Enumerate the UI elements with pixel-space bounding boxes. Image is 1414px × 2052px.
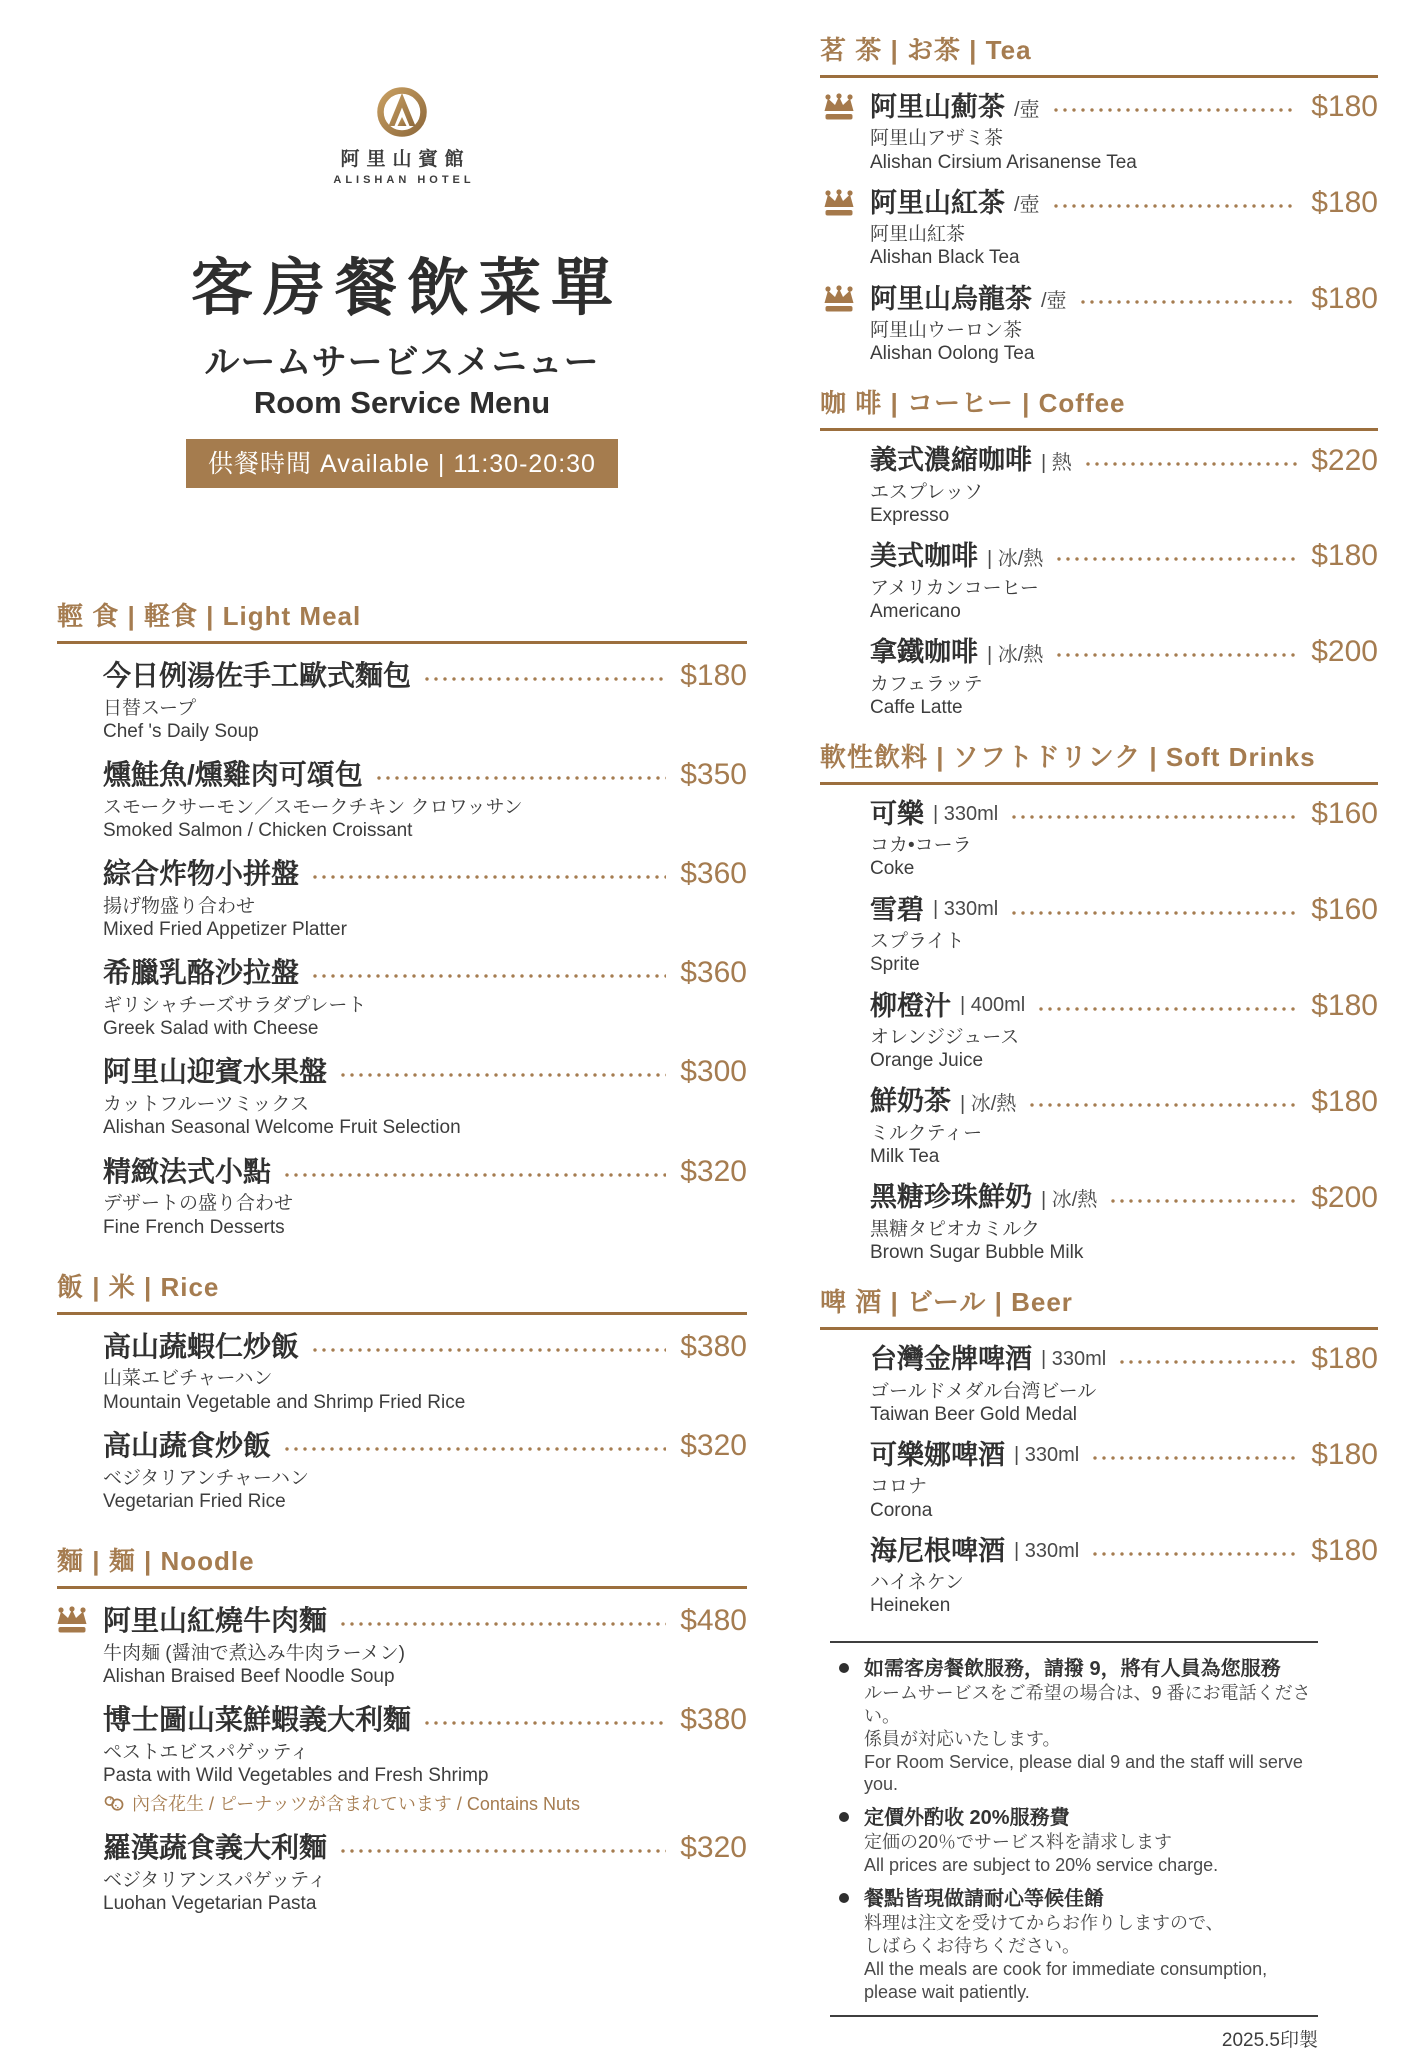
- item-name-jp: カフェラッテ: [870, 673, 983, 695]
- item-spec: | 330ml: [1014, 1443, 1080, 1466]
- item-spec: | 冰/熱: [987, 547, 1044, 570]
- item-row: [103, 1702, 747, 1738]
- menu-section: [820, 34, 1378, 365]
- hotel-brand: [57, 0, 747, 186]
- item-name-jp: 阿里山アザミ茶: [870, 128, 1004, 150]
- item-row: [103, 955, 747, 991]
- item-price: $320: [680, 1428, 747, 1462]
- dotted-leader: [313, 875, 666, 879]
- section-header: 軟性飲料 | ソフトドリンク | Soft Drinks: [820, 741, 1378, 785]
- dotted-leader: [1120, 1360, 1297, 1364]
- note-line: 係員が対応いたします。: [864, 1728, 1061, 1749]
- peanut-icon: [103, 1793, 125, 1813]
- drink-sections: [820, 34, 1378, 1618]
- item-name-jp: 阿里山ウーロン茶: [870, 320, 1023, 342]
- item-name-jp: 日替スープ: [103, 697, 197, 719]
- service-notes-area: [830, 1641, 1318, 2052]
- item-name: 鮮奶茶: [870, 1086, 951, 1117]
- item-name-en: Alishan Braised Beef Noodle Soup: [103, 1665, 395, 1687]
- item-name: 柳橙汁: [870, 990, 951, 1021]
- item-row: [870, 443, 1378, 478]
- item-name-jp: ゴールドメダル台湾ビール: [870, 1380, 1097, 1402]
- menu-item: [870, 1534, 1378, 1618]
- item-price: $160: [1311, 892, 1378, 926]
- item-name-en: Alishan Oolong Tea: [870, 343, 1035, 365]
- item-row: [870, 90, 1378, 125]
- item-name: 博士圖山菜鮮蝦義大利麵: [103, 1703, 412, 1735]
- item-row: [870, 539, 1378, 574]
- item-name: 希臘乳酪沙拉盤: [103, 957, 300, 989]
- item-name-jp: 山菜エビチャーハン: [103, 1368, 273, 1390]
- page-title-en: Room Service Menu: [253, 385, 551, 420]
- item-name-en: Vegetarian Fried Rice: [103, 1490, 286, 1512]
- item-price: $360: [680, 857, 747, 891]
- item-name: 拿鐵咖啡: [870, 637, 978, 668]
- menu-item: [103, 1702, 747, 1816]
- item-row: [103, 1830, 747, 1866]
- menu-item: [103, 757, 747, 842]
- menu-item: [870, 1438, 1378, 1522]
- dotted-leader: [1111, 1199, 1297, 1203]
- menu-item: [870, 1180, 1378, 1264]
- menu-section: [57, 600, 747, 1239]
- menu-item: [103, 1830, 747, 1915]
- item-price: $180: [1311, 988, 1378, 1022]
- item-name-en: Mountain Vegetable and Shrimp Fried Rice: [103, 1391, 466, 1413]
- item-spec: | 冰/熱: [1041, 1189, 1098, 1212]
- dotted-leader: [285, 1173, 666, 1177]
- menu-item: [103, 1054, 747, 1139]
- item-name-jp: コカ•コーラ: [870, 835, 972, 857]
- item-spec: /壺: [1014, 194, 1040, 217]
- menu-item: [870, 1342, 1378, 1426]
- item-row: [103, 757, 747, 793]
- dotted-leader: [1057, 557, 1297, 561]
- section-header: 茗 茶 | お茶 | Tea: [820, 34, 1378, 78]
- item-name: 雪碧: [870, 894, 924, 925]
- item-name: 海尼根啤酒: [870, 1535, 1005, 1566]
- dotted-leader: [1093, 1456, 1297, 1460]
- bullet-icon: [839, 1812, 849, 1822]
- menu-item: [103, 1154, 747, 1239]
- note-line: しばらくお待ちください。: [864, 1935, 1080, 1956]
- dotted-leader: [1093, 1552, 1297, 1556]
- dotted-leader: [341, 1849, 666, 1853]
- item-row: [103, 1329, 747, 1365]
- dotted-leader: [1030, 1103, 1297, 1107]
- item-name: 義式濃縮咖啡: [870, 445, 1032, 476]
- item-row: [103, 1603, 747, 1639]
- item-name: 美式咖啡: [870, 541, 978, 572]
- item-name-en: Fine French Desserts: [103, 1216, 285, 1238]
- alishan-hotel-logo-icon: [375, 84, 429, 138]
- item-price: $180: [1311, 1438, 1378, 1472]
- item-price: $180: [1311, 539, 1378, 573]
- dotted-leader: [377, 776, 666, 780]
- note-line: All the meals are cook for immediate consumption,: [864, 1958, 1268, 1979]
- item-name-jp: オレンジジュース: [870, 1027, 1020, 1049]
- item-name-jp: 阿里山紅茶: [870, 224, 966, 246]
- menu-item: [870, 90, 1378, 174]
- item-name-jp: 揚げ物盛り合わせ: [103, 895, 256, 917]
- crown-icon: [821, 93, 857, 122]
- item-row: [103, 1428, 747, 1464]
- item-spec: | 冰/熱: [987, 643, 1044, 666]
- print-date: 2025.5印製: [1221, 2030, 1318, 2052]
- item-spec: | 330ml: [1014, 1539, 1080, 1562]
- menu-section: [820, 387, 1378, 718]
- dotted-leader: [341, 1073, 666, 1077]
- item-name: 精緻法式小點: [103, 1155, 272, 1187]
- item-name: 阿里山紅茶: [870, 187, 1005, 218]
- menu-item: [870, 539, 1378, 623]
- item-name: 羅漢蔬食義大利麵: [103, 1832, 328, 1864]
- menu-item: [870, 989, 1378, 1073]
- item-spec: | 400ml: [960, 994, 1026, 1017]
- item-name-jp: スモークサーモン／スモークチキン クロワッサン: [103, 796, 523, 818]
- item-price: $160: [1311, 797, 1378, 830]
- note-line: 料理は注文を受けてからお作りしますので、: [864, 1913, 1224, 1934]
- dotted-leader: [1012, 911, 1297, 915]
- menu-item: [103, 1329, 747, 1414]
- menu-item: [870, 443, 1378, 527]
- menu-item: [870, 186, 1378, 270]
- food-sections: [57, 600, 747, 1915]
- brand-name-cn: 阿里山賓館: [340, 149, 471, 170]
- item-name-en: Alishan Seasonal Welcome Fruit Selection: [103, 1117, 461, 1139]
- note-line: For Room Service, please dial 9 and the staff will serve you.: [864, 1751, 1303, 1795]
- item-price: $180: [1311, 90, 1378, 124]
- item-name-en: Chef 's Daily Soup: [103, 720, 259, 742]
- item-row: [870, 635, 1378, 670]
- item-spec: | 熱: [1041, 452, 1072, 475]
- page-title-cn: 客房餐飲菜單: [190, 254, 623, 323]
- item-row: [103, 658, 747, 694]
- note-line: All prices are subject to 20% service charge.: [864, 1855, 1219, 1876]
- item-spec: | 330ml: [933, 802, 999, 825]
- item-price: $180: [1311, 1084, 1378, 1118]
- item-spec: | 330ml: [933, 898, 999, 921]
- menu-item: [103, 955, 747, 1040]
- item-spec: | 330ml: [1041, 1347, 1107, 1370]
- note-item: [830, 1656, 1318, 1796]
- bullet-icon: [839, 1893, 849, 1903]
- dotted-leader: [313, 1348, 666, 1352]
- available-hours-banner: 供餐時間 Available | 11:30-20:30: [186, 439, 618, 488]
- note-line: 定価の20％でサービス料を請求します: [864, 1832, 1173, 1853]
- dotted-leader: [341, 1622, 666, 1626]
- menu-section: [820, 1286, 1378, 1617]
- item-name: 可樂: [870, 798, 924, 829]
- item-name: 可樂娜啤酒: [870, 1439, 1005, 1470]
- menu-item: [870, 635, 1378, 719]
- note-line: please wait patiently.: [864, 1981, 1030, 2002]
- menu-section: [57, 1545, 747, 1915]
- item-name-en: Smoked Salmon / Chicken Croissant: [103, 819, 413, 841]
- item-name-en: Mixed Fried Appetizer Platter: [103, 919, 347, 941]
- item-name: 綜合炸物小拼盤: [103, 858, 300, 890]
- menu-item: [870, 893, 1378, 977]
- menu-item: [103, 658, 747, 743]
- item-row: [870, 186, 1378, 221]
- item-row: [870, 893, 1378, 928]
- crown-icon: [54, 1606, 90, 1635]
- menu-item: [103, 1428, 747, 1513]
- item-row: [103, 1054, 747, 1090]
- item-name: 燻鮭魚/燻雞肉可頌包: [103, 758, 363, 790]
- item-row: [103, 856, 747, 892]
- note-item: [830, 1886, 1318, 2003]
- menu-item: [103, 856, 747, 941]
- item-name-jp: 牛肉麺 (醤油で煮込み牛肉ラーメン): [103, 1642, 405, 1664]
- item-name-en: Brown Sugar Bubble Milk: [870, 1242, 1084, 1264]
- dotted-leader: [285, 1447, 666, 1451]
- menu-item: [870, 797, 1378, 881]
- item-price: $180: [1311, 1534, 1378, 1568]
- bullet-icon: [839, 1663, 849, 1673]
- available-hours-banner-wrap: [57, 439, 747, 488]
- item-name-en: Heineken: [870, 1595, 951, 1617]
- item-name-jp: ペストエビスパゲッティ: [103, 1741, 309, 1763]
- item-price: $180: [680, 658, 747, 692]
- item-name-en: Taiwan Beer Gold Medal: [870, 1403, 1077, 1425]
- item-name-en: Corona: [870, 1499, 933, 1521]
- item-name-en: Milk Tea: [870, 1146, 940, 1168]
- item-name-jp: ベジタリアンチャーハン: [103, 1467, 309, 1489]
- dotted-leader: [1054, 204, 1298, 208]
- page-title-jp: ルームサービスメニュー: [204, 343, 600, 382]
- dotted-leader: [1057, 653, 1297, 657]
- dotted-leader: [1054, 108, 1298, 112]
- item-price: $360: [680, 956, 747, 990]
- item-name: 阿里山紅燒牛肉麵: [103, 1604, 328, 1636]
- item-spec: /壺: [1041, 290, 1067, 313]
- section-header: 啤 酒 | ビール | Beer: [820, 1286, 1378, 1330]
- allergy-text: 內含花生 / ピーナッツが含まれています / Contains Nuts: [132, 1794, 580, 1815]
- section-header: 飯 | 米 | Rice: [57, 1271, 747, 1315]
- dotted-leader: [425, 1721, 666, 1725]
- dotted-leader: [1081, 300, 1298, 304]
- item-price: $380: [680, 1329, 747, 1363]
- item-name-en: Alishan Cirsium Arisanense Tea: [870, 151, 1137, 173]
- item-price: $300: [680, 1055, 747, 1089]
- item-row: [870, 1534, 1378, 1569]
- item-name-en: Pasta with Wild Vegetables and Fresh Shrimp: [103, 1764, 489, 1786]
- item-name: 阿里山烏龍茶: [870, 283, 1032, 314]
- item-name-en: Sprite: [870, 954, 920, 976]
- menu-item: [103, 1603, 747, 1688]
- menu-item: [870, 282, 1378, 366]
- menu-section: [57, 1271, 747, 1513]
- item-price: $480: [680, 1603, 747, 1637]
- item-spec: /壺: [1014, 98, 1040, 121]
- item-name-en: Luohan Vegetarian Pasta: [103, 1893, 317, 1915]
- item-name: 阿里山迎賓水果盤: [103, 1056, 328, 1088]
- item-price: $320: [680, 1831, 747, 1865]
- item-row: [870, 989, 1378, 1024]
- item-name: 高山蔬食炒飯: [103, 1429, 272, 1461]
- dotted-leader: [1039, 1007, 1297, 1011]
- item-name-jp: エスプレッソ: [870, 481, 984, 503]
- dotted-leader: [1086, 462, 1297, 466]
- item-row: [870, 282, 1378, 317]
- item-row: [870, 1438, 1378, 1473]
- note-item: [830, 1805, 1318, 1877]
- item-price: $200: [1311, 1180, 1378, 1214]
- item-name-en: Caffe Latte: [870, 696, 963, 718]
- allergy-note: [103, 1790, 747, 1816]
- item-spec: | 冰/熱: [960, 1093, 1017, 1116]
- item-name-jp: デザートの盛り合わせ: [103, 1193, 294, 1215]
- dotted-leader: [313, 974, 666, 978]
- item-name-jp: カットフルーツミックス: [103, 1094, 310, 1116]
- item-name-jp: 黒糖タピオカミルク: [870, 1218, 1041, 1240]
- item-price: $180: [1311, 281, 1378, 315]
- item-name: 高山蔬蝦仁炒飯: [103, 1330, 300, 1362]
- item-name-jp: アメリカンコーヒー: [870, 577, 1039, 599]
- item-row: [870, 1084, 1378, 1119]
- item-price: $380: [680, 1702, 747, 1736]
- item-price: $180: [1311, 185, 1378, 219]
- menu-section: [820, 741, 1378, 1264]
- dotted-leader: [425, 677, 666, 681]
- brand-name-en: ALISHAN HOTEL: [333, 174, 475, 186]
- item-name-en: Greek Salad with Cheese: [103, 1018, 319, 1040]
- menu-item: [870, 1084, 1378, 1168]
- item-price: $220: [1311, 443, 1378, 477]
- item-name: 今日例湯佐手工歐式麵包: [103, 659, 412, 691]
- item-name: 黑糖珍珠鮮奶: [870, 1182, 1032, 1213]
- section-header: 輕 食 | 軽食 | Light Meal: [57, 600, 747, 644]
- right-column: [820, 34, 1378, 1618]
- item-name: 台灣金牌啤酒: [870, 1343, 1032, 1374]
- note-title: 餐點皆現做請耐心等候佳餚: [864, 1888, 1104, 1911]
- item-row: [870, 797, 1378, 832]
- item-price: $350: [680, 757, 747, 791]
- item-price: $180: [1311, 1342, 1378, 1376]
- dotted-leader: [1012, 815, 1297, 819]
- crown-icon: [821, 285, 857, 314]
- note-title: 如需客房餐飲服務，請撥 9，將有人員為您服務: [864, 1658, 1281, 1680]
- item-name: 阿里山薊茶: [870, 91, 1005, 122]
- note-line: ルームサービスをご希望の場合は、9 番にお電話ください。: [864, 1683, 1311, 1726]
- crown-icon: [821, 189, 857, 218]
- item-name-jp: ハイネケン: [870, 1572, 964, 1594]
- item-name-en: Americano: [870, 600, 961, 622]
- item-name-en: Expresso: [870, 504, 950, 526]
- item-row: [870, 1342, 1378, 1377]
- item-row: [103, 1154, 747, 1190]
- item-name-jp: ミルクティー: [870, 1122, 983, 1144]
- section-header: 咖 啡 | コーヒー | Coffee: [820, 387, 1378, 431]
- service-notes-box: [830, 1641, 1318, 2017]
- section-header: 麵 | 麺 | Noodle: [57, 1545, 747, 1589]
- left-column: [57, 0, 747, 1915]
- item-row: [870, 1180, 1378, 1215]
- item-name-en: Alishan Black Tea: [870, 247, 1020, 269]
- item-name-en: Coke: [870, 858, 915, 880]
- item-name-en: Orange Juice: [870, 1050, 984, 1072]
- note-title: 定價外酌收 20%服務費: [864, 1807, 1070, 1830]
- item-name-jp: スプライト: [870, 931, 965, 953]
- item-name-jp: ギリシャチーズサラダプレート: [103, 995, 367, 1017]
- item-name-jp: コロナ: [870, 1476, 928, 1498]
- item-name-jp: ベジタリアンスパゲッティ: [103, 1869, 327, 1891]
- item-price: $200: [1311, 635, 1378, 669]
- item-price: $320: [680, 1154, 747, 1188]
